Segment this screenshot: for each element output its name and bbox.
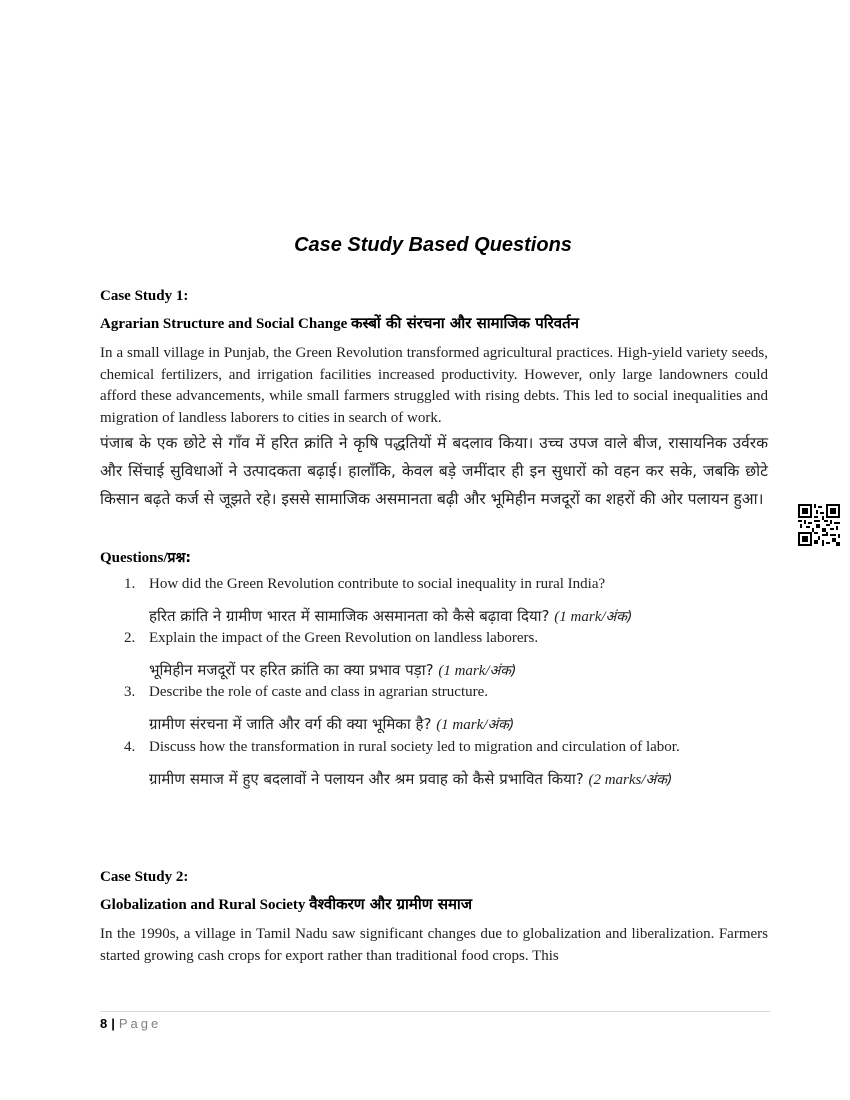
marks-en: (1 mark/ bbox=[554, 609, 606, 625]
case-study-1-label: Case Study 1: bbox=[100, 288, 189, 304]
marks-en: (1 mark/ bbox=[436, 717, 488, 733]
question-number: 2. bbox=[124, 630, 136, 646]
marks-hi: अंक) bbox=[487, 717, 515, 733]
questions-label-hi: प्रश्न: bbox=[167, 550, 191, 566]
question-text-hi bbox=[149, 763, 739, 796]
question-text-hi bbox=[149, 600, 739, 633]
question-text-en: Discuss how the transformation in rural society led to migration and circulation of labor. bbox=[149, 739, 680, 755]
question-number: 3. bbox=[124, 684, 136, 700]
case-study-2-label: Case Study 2: bbox=[100, 869, 189, 885]
page-word: Page bbox=[118, 1016, 162, 1031]
question-marks bbox=[436, 717, 514, 733]
question-marks bbox=[554, 609, 632, 625]
page-footer bbox=[100, 1016, 161, 1031]
question-hi: भूमिहीन मजदूरों पर हरित क्रांति का क्या प्रभाव पड़ा? bbox=[149, 661, 434, 679]
case-study-1-paragraph-en: In a small village in Punjab, the Green Revolution transformed agricultural practices. High-yield variety seeds, chemical fertilizers, and irrigation facilities increased productivity. However, only large landowners could afford these advancements, while small farmers struggled with rising debts. This led to social inequalities and migration of landless laborers to cities in search of work. bbox=[100, 345, 768, 426]
question-number: 1. bbox=[124, 576, 136, 592]
question-text-en: How did the Green Revolution contribute to social inequality in rural India? bbox=[149, 576, 606, 592]
question-text-hi bbox=[149, 654, 739, 687]
case-study-2-heading-en: Globalization and Rural Society bbox=[100, 897, 306, 913]
marks-hi: अंक) bbox=[489, 663, 517, 679]
questions-label-en: Questions/ bbox=[100, 550, 168, 566]
case-study-1-heading bbox=[100, 313, 768, 333]
page-title: Case Study Based Questions bbox=[294, 234, 572, 256]
marks-en: (1 mark/ bbox=[438, 663, 490, 679]
question-marks bbox=[438, 663, 516, 679]
question-marks bbox=[588, 772, 672, 788]
case-study-1-paragraph-hi: पंजाब के एक छोटे से गाँव में हरित क्रांति ने कृषि पद्धतियों में बदलाव किया। उच्च उपज वाले बीज, रासायनिक उर्वरक और सिंचाई सुविधाओं ने उत्पादकता बढ़ाई। हालाँकि, केवल बड़े जमींदार ही इन सुधारों को वहन कर सके, जबकि छोटे किसान बढ़ते कर्ज से जूझते रहे। इससे सामाजिक असमानता बढ़ी और भूमिहीन मजदूरों का शहरों की ओर पलायन हुआ। bbox=[100, 434, 768, 508]
case-study-2-heading-hi: वैश्वीकरण और ग्रामीण समाज bbox=[309, 895, 472, 913]
case-study-2-heading bbox=[100, 894, 768, 914]
footer-divider bbox=[100, 1011, 770, 1012]
question-number: 4. bbox=[124, 739, 136, 755]
footer-separator: | bbox=[111, 1016, 115, 1031]
question-hi: ग्रामीण संरचना में जाति और वर्ग की क्या भूमिका है? bbox=[149, 715, 432, 733]
question-text-en: Explain the impact of the Green Revolution on landless laborers. bbox=[149, 630, 539, 646]
marks-hi: अंक) bbox=[645, 772, 673, 788]
marks-en: (2 marks/ bbox=[588, 772, 646, 788]
question-hi: हरित क्रांति ने ग्रामीण भारत में सामाजिक असमानता को कैसे बढ़ावा दिया? bbox=[149, 607, 550, 625]
case-study-1-heading-en: Agrarian Structure and Social Change bbox=[100, 316, 348, 332]
question-text-en: Describe the role of caste and class in agrarian structure. bbox=[149, 684, 489, 700]
marks-hi: अंक) bbox=[605, 609, 633, 625]
case-study-2-paragraph-en: In the 1990s, a village in Tamil Nadu saw significant changes due to globalization and liberalization. Farmers started growing cash crops for export rather than traditional food crops. This bbox=[100, 926, 768, 964]
case-study-1-heading-hi: कस्बों की संरचना और सामाजिक परिवर्तन bbox=[350, 314, 579, 332]
questions-label bbox=[100, 548, 768, 567]
page-number: 8 bbox=[100, 1016, 108, 1031]
question-text-hi bbox=[149, 708, 739, 741]
question-hi: ग्रामीण समाज में हुए बदलावों ने पलायन और श्रम प्रवाह को कैसे प्रभावित किया? bbox=[149, 770, 584, 788]
qr-code-icon bbox=[798, 504, 840, 546]
